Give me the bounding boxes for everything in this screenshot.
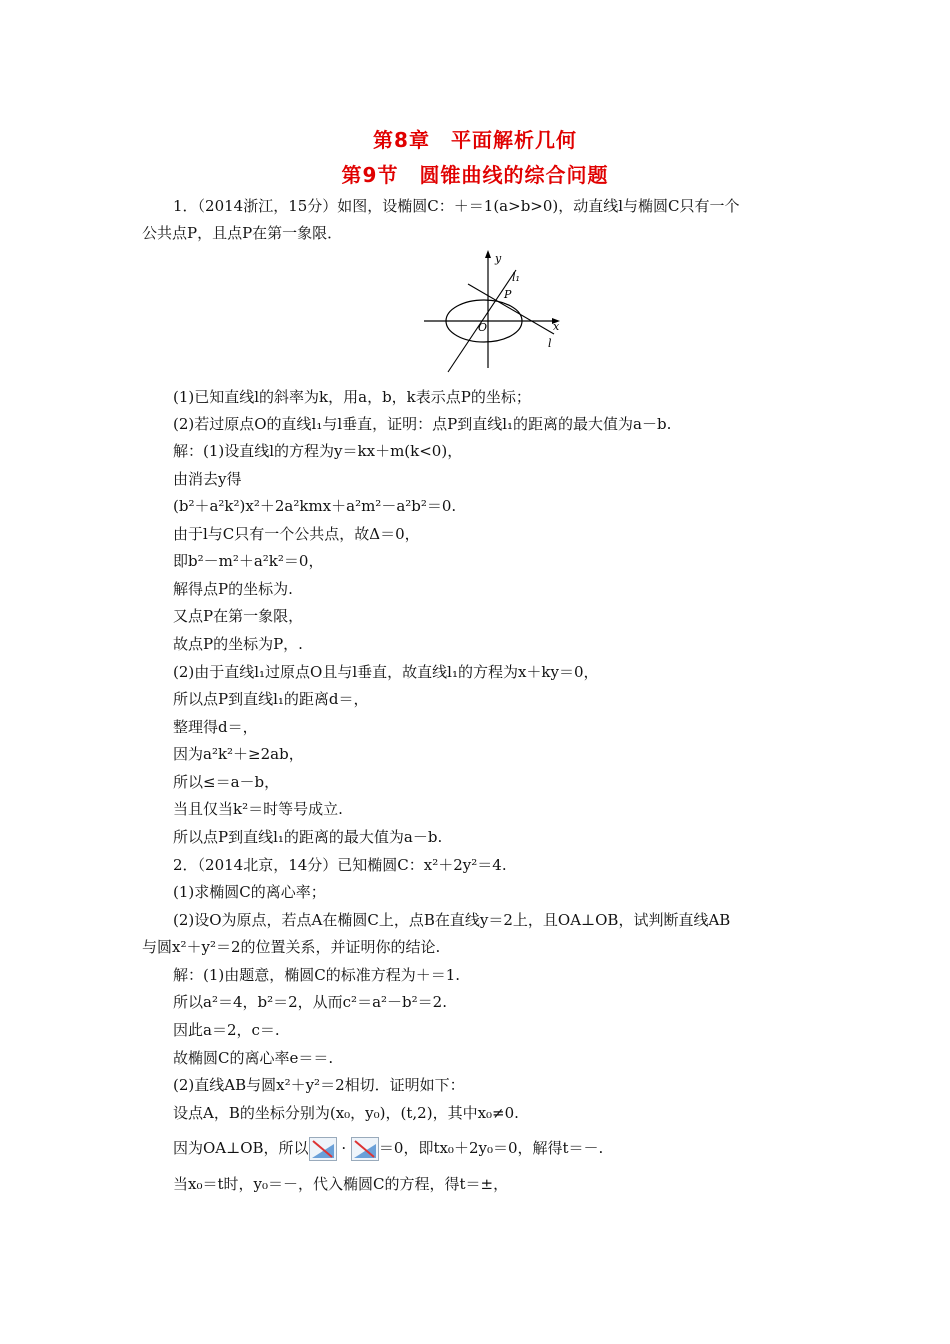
solution-1-line-12: 因为a²k²＋≥2ab， bbox=[173, 745, 304, 763]
problem-1-line-1: 1．（2014浙江，15分）如图，设椭圆C：＋＝1(a>b>0)，动直线l与椭圆C只有一个 bbox=[173, 197, 740, 215]
problem-1-part-2: (2)若过原点O的直线l₁与l垂直，证明：点P到直线l₁的距离的最大值为a－b. bbox=[173, 415, 672, 433]
solution-1-line-5: 即b²－m²＋a²k²＝0， bbox=[173, 552, 324, 570]
solution-2-line-4: 故椭圆C的离心率e＝＝. bbox=[173, 1049, 334, 1067]
solution-1-line-14: 当且仅当k²＝时等号成立. bbox=[173, 800, 343, 818]
vector-oa-image bbox=[309, 1137, 337, 1161]
label-y: y bbox=[495, 252, 502, 265]
label-l1: l₁ bbox=[512, 271, 520, 284]
y-arrow bbox=[485, 250, 491, 258]
solution-2-line-8: 当x₀＝t时，y₀＝－，代入椭圆C的方程，得t＝±， bbox=[173, 1175, 509, 1193]
solution-2-line-6: 设点A，B的坐标分别为(x₀，y₀)，(t,2)，其中x₀≠0. bbox=[173, 1104, 519, 1122]
problem-2-part-2-cont: 与圆x²＋y²＝2的位置关系，并证明你的结论. bbox=[142, 938, 441, 956]
section-title: 第9节 圆锥曲线的综合问题 bbox=[341, 163, 609, 187]
vector-ob-image bbox=[351, 1137, 379, 1161]
solution-2-line-1: 解：(1)由题意，椭圆C的标准方程为＋＝1. bbox=[173, 966, 461, 984]
solution-1-line-13: 所以≤＝a－b， bbox=[173, 773, 280, 791]
ellipse-figure bbox=[420, 248, 570, 373]
problem-1-part-1: (1)已知直线l的斜率为k，用a，b，k表示点P的坐标； bbox=[173, 388, 531, 406]
solution-1-line-3: (b²＋a²k²)x²＋2a²kmx＋a²m²－a²b²＝0. bbox=[173, 497, 457, 515]
solution-1-line-9: (2)由于直线l₁过原点O且与l垂直，故直线l₁的方程为x＋ky＝0， bbox=[173, 663, 599, 681]
label-x: x bbox=[553, 320, 560, 333]
chapter-title: 第8章 平面解析几何 bbox=[373, 128, 577, 152]
solution-2-line-7 bbox=[173, 1137, 603, 1161]
problem-2-part-1: (1)求椭圆C的离心率； bbox=[173, 883, 326, 901]
problem-2-part-2: (2)设O为原点，若点A在椭圆C上，点B在直线y＝2上，且OA⊥OB，试判断直线AB bbox=[173, 911, 731, 929]
solution-1-line-1: 解：(1)设直线l的方程为y＝kx＋m(k<0)， bbox=[173, 442, 463, 460]
label-l: l bbox=[548, 337, 552, 350]
solution-2-line-3: 因此a＝2，c＝. bbox=[173, 1021, 280, 1039]
vector-line-suffix: ＝0，即tx₀＋2y₀＝0，解得t＝－. bbox=[378, 1139, 604, 1157]
label-p: P bbox=[504, 288, 512, 301]
label-o: O bbox=[478, 321, 488, 334]
solution-1-line-8: 故点P的坐标为P，. bbox=[173, 635, 303, 653]
solution-1-line-10: 所以点P到直线l₁的距离d＝， bbox=[173, 690, 369, 708]
problem-1-line-2: 公共点P，且点P在第一象限． bbox=[142, 224, 343, 242]
vector-line-prefix: 因为OA⊥OB，所以 bbox=[173, 1139, 309, 1157]
solution-1-line-4: 由于l与C只有一个公共点，故Δ＝0， bbox=[173, 525, 420, 543]
solution-1-line-7: 又点P在第一象限， bbox=[173, 607, 304, 625]
solution-1-line-15: 所以点P到直线l₁的距离的最大值为a－b. bbox=[173, 828, 443, 846]
solution-1-line-11: 整理得d＝， bbox=[173, 718, 258, 736]
solution-1-line-6: 解得点P的坐标为. bbox=[173, 580, 293, 598]
solution-2-line-5: (2)直线AB与圆x²＋y²＝2相切．证明如下： bbox=[173, 1076, 465, 1094]
problem-2-line-1: 2．（2014北京，14分）已知椭圆C：x²＋2y²＝4. bbox=[173, 856, 507, 874]
solution-2-line-2: 所以a²＝4，b²＝2，从而c²＝a²－b²＝2. bbox=[173, 993, 447, 1011]
solution-1-line-2: 由消去y得 bbox=[173, 470, 242, 488]
dot-operator: · bbox=[341, 1139, 347, 1157]
